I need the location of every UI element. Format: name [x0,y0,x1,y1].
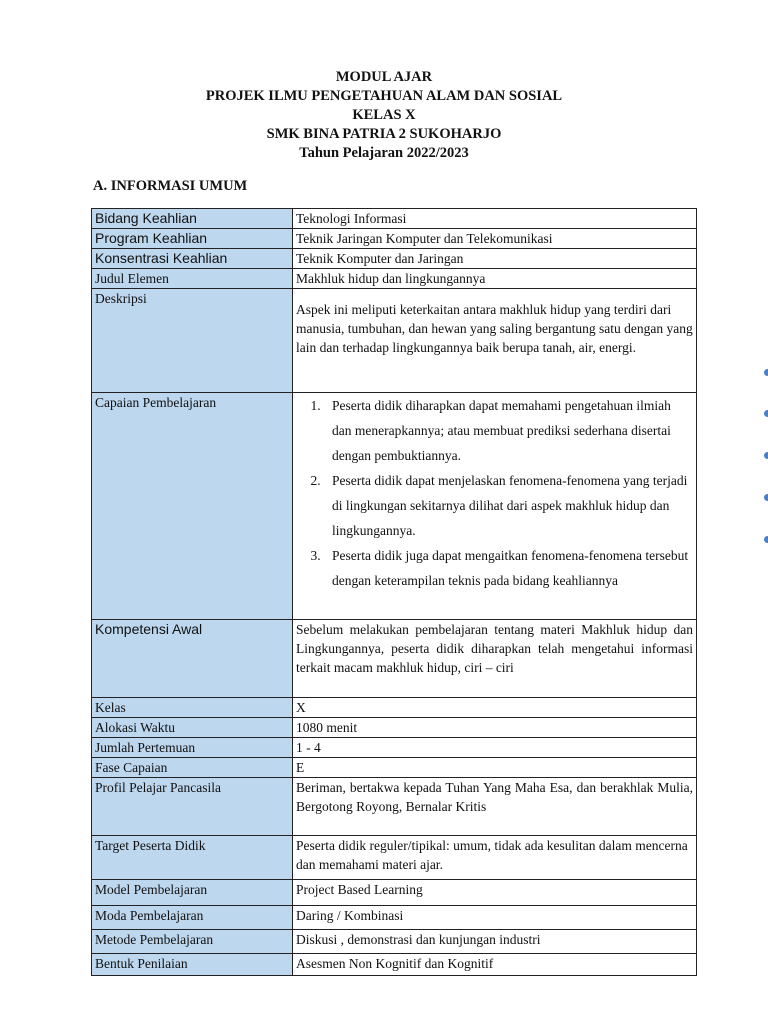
row-value: Diskusi , demonstrasi dan kunjungan industri [293,930,697,954]
row-value: 1 - 4 [293,738,697,758]
module-title: MODUL AJAR [335,69,433,85]
table-row [92,738,697,758]
row-label: Alokasi Waktu [92,718,293,738]
document-header [0,68,768,163]
row-label: Capaian Pembelajaran [92,393,293,620]
table-row [92,880,697,906]
row-label: Profil Pelajar Pancasila [92,778,293,836]
table-row [92,930,697,954]
list-item: 1. Peserta didik diharapkan dapat memahami pengetahuan ilmiah dan menerapkannya; atau membuat prediksi sederhana disertai dengan pembuktiannya. [324,393,693,468]
side-marker-dot [764,536,768,543]
school-name: SMK BINA PATRIA 2 SUKOHARJO [266,126,502,142]
side-marker-dot [764,410,768,417]
general-info-table [91,208,697,976]
side-marker-dot [764,369,768,376]
row-value: Sebelum melakukan pembelajaran tentang materi Makhluk hidup dan Lingkungannya, peserta didik diharapkan telah mengetahui informasi terkait macam makhluk hidup, ciri – ciri [293,620,697,698]
row-label: Fase Capaian [92,758,293,778]
academic-year: Tahun Pelajaran 2022/2023 [299,145,469,161]
table-row [92,620,697,698]
learning-outcomes-list [296,393,693,593]
table-row [92,249,697,269]
row-value: 1080 menit [293,718,697,738]
table-row [92,836,697,880]
side-marker-dot [764,452,768,459]
row-label: Model Pembelajaran [92,880,293,906]
row-label: Judul Elemen [92,269,293,289]
section-title: A. INFORMASI UMUM [93,178,248,194]
table-row [92,758,697,778]
row-value: Asesmen Non Kognitif dan Kognitif [293,954,697,976]
row-label: Deskripsi [92,289,293,393]
table-row [92,954,697,976]
project-title: PROJEK ILMU PENGETAHUAN ALAM DAN SOSIAL [205,88,563,104]
row-label: Kompetensi Awal [92,620,293,698]
table-row [92,229,697,249]
class-title: KELAS X [352,107,416,123]
row-label: Kelas [92,698,293,718]
row-value: Teknik Jaringan Komputer dan Telekomunikasi [293,229,697,249]
table-row [92,698,697,718]
row-label: Target Peserta Didik [92,836,293,880]
table-row [92,269,697,289]
row-value: Teknologi Informasi [293,209,697,229]
row-value [293,393,697,620]
row-label: Bentuk Penilaian [92,954,293,976]
row-value: Daring / Kombinasi [293,906,697,930]
row-value: E [293,758,697,778]
table-row [92,289,697,393]
table-row [92,718,697,738]
row-label: Metode Pembelajaran [92,930,293,954]
row-label: Program Keahlian [92,229,293,249]
row-label: Moda Pembelajaran [92,906,293,930]
table-row [92,393,697,620]
row-value: Teknik Komputer dan Jaringan [293,249,697,269]
description-text: Aspek ini meliputi keterkaitan antara makhluk hidup yang terdiri dari manusia, tumbuhan, dan hewan yang saling bergantung satu dengan yang lain dan terhadap lingkungannya baik berupa tanah, air, energi. [296,302,693,355]
list-item: 3. Peserta didik juga dapat mengaitkan fenomena-fenomena tersebut dengan keterampilan teknis pada bidang keahliannya [324,543,693,593]
row-label: Konsentrasi Keahlian [92,249,293,269]
row-value: Beriman, bertakwa kepada Tuhan Yang Maha Esa, dan berakhlak Mulia, Bergotong Royong, Bernalar Kritis [293,778,697,836]
row-value: X [293,698,697,718]
list-item: 2. Peserta didik dapat menjelaskan fenomena-fenomena yang terjadi di lingkungan sekitarnya dilihat dari aspek makhluk hidup dan lingkungannya. [324,468,693,543]
table-row [92,778,697,836]
row-label: Bidang Keahlian [92,209,293,229]
table-row [92,209,697,229]
row-value [293,289,697,393]
row-label: Jumlah Pertemuan [92,738,293,758]
row-value: Project Based Learning [293,880,697,906]
row-value: Peserta didik reguler/tipikal: umum, tidak ada kesulitan dalam mencerna dan memahami materi ajar. [293,836,697,880]
table-row [92,906,697,930]
row-value: Makhluk hidup dan lingkungannya [293,269,697,289]
side-marker-dot [764,494,768,501]
